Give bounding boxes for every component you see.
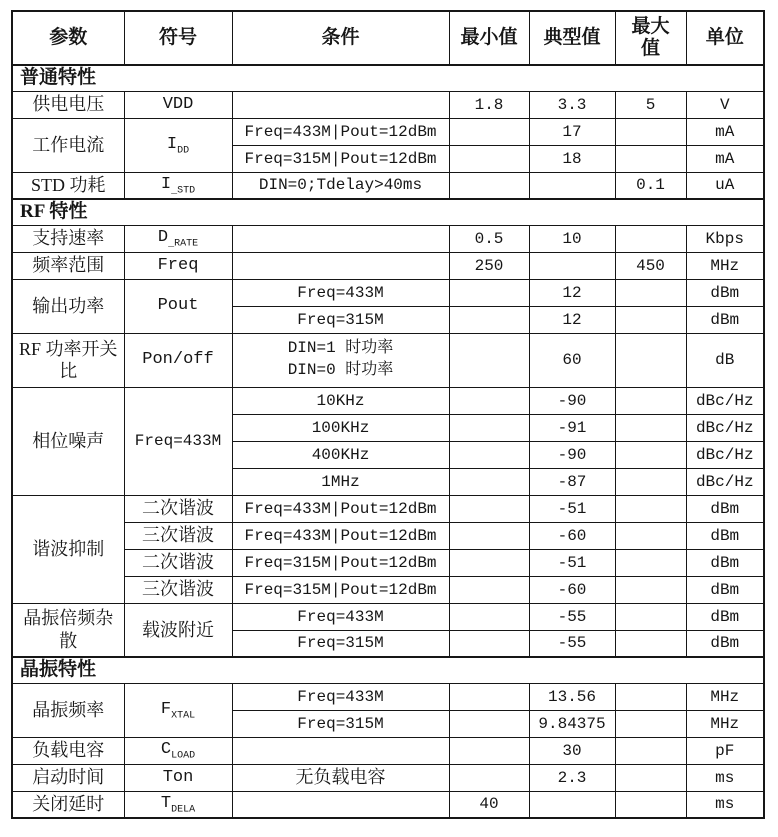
symbol-main: D xyxy=(157,228,169,248)
typ-cell: 18 xyxy=(529,145,615,172)
unit-cell: dB xyxy=(686,333,764,387)
section-header: 晶振特性 xyxy=(12,657,764,683)
min-cell xyxy=(449,710,529,737)
header-row xyxy=(12,11,764,65)
condition-cell: 1MHz xyxy=(232,468,449,495)
condition-cell: Freq=315M xyxy=(232,306,449,333)
unit-cell: dBm xyxy=(686,522,764,549)
max-cell xyxy=(615,387,686,414)
col-header-min: 最小值 xyxy=(449,11,529,65)
min-cell xyxy=(449,172,529,199)
typ-cell: -90 xyxy=(529,387,615,414)
unit-cell: dBm xyxy=(686,279,764,306)
unit-cell: dBm xyxy=(686,549,764,576)
symbol-cell xyxy=(124,737,232,764)
symbol-cell: Pout xyxy=(124,279,232,333)
table-row xyxy=(12,225,764,252)
table-row xyxy=(12,118,764,145)
param-cell: 频率范围 xyxy=(12,252,124,279)
typ-cell xyxy=(529,252,615,279)
symbol-cell: Freq xyxy=(124,252,232,279)
max-cell xyxy=(615,414,686,441)
symbol-cell: Ton xyxy=(124,764,232,791)
unit-cell: mA xyxy=(686,145,764,172)
unit-cell: dBc/Hz xyxy=(686,414,764,441)
typ-cell: -55 xyxy=(529,603,615,630)
max-cell xyxy=(615,576,686,603)
section-row-general xyxy=(12,65,764,91)
unit-cell: dBm xyxy=(686,306,764,333)
min-cell xyxy=(449,737,529,764)
condition-cell: DIN=0;Tdelay>40ms xyxy=(232,172,449,199)
symbol-sub: LOAD xyxy=(171,750,196,762)
max-cell xyxy=(615,710,686,737)
min-cell xyxy=(449,603,529,630)
symbol-sub: DELA xyxy=(171,804,196,816)
min-cell xyxy=(449,549,529,576)
max-cell xyxy=(615,549,686,576)
unit-cell: uA xyxy=(686,172,764,199)
unit-cell: Kbps xyxy=(686,225,764,252)
table-row xyxy=(12,252,764,279)
max-cell xyxy=(615,495,686,522)
param-cell: RF 功率开关比 xyxy=(12,333,124,387)
symbol-main: F xyxy=(160,699,172,719)
condition-cell: Freq=315M|Pout=12dBm xyxy=(232,576,449,603)
max-cell xyxy=(615,764,686,791)
typ-cell: 12 xyxy=(529,306,615,333)
min-cell xyxy=(449,683,529,710)
unit-cell: pF xyxy=(686,737,764,764)
unit-cell: dBc/Hz xyxy=(686,468,764,495)
table-row xyxy=(12,172,764,199)
condition-line: DIN=1 时功率 xyxy=(287,339,394,358)
typ-cell: 60 xyxy=(529,333,615,387)
table-row xyxy=(12,791,764,818)
condition-cell: 400KHz xyxy=(232,441,449,468)
condition-cell xyxy=(232,737,449,764)
table-row xyxy=(12,333,764,387)
max-cell xyxy=(615,683,686,710)
unit-cell: V xyxy=(686,91,764,118)
col-header-unit: 单位 xyxy=(686,11,764,65)
unit-cell: MHz xyxy=(686,252,764,279)
condition-cell xyxy=(232,91,449,118)
param-cell: 支持速率 xyxy=(12,225,124,252)
table-row xyxy=(12,387,764,414)
condition-cell: Freq=433M|Pout=12dBm xyxy=(232,522,449,549)
min-cell xyxy=(449,387,529,414)
max-cell xyxy=(615,333,686,387)
col-header-max-label: 最大值 xyxy=(631,15,670,59)
max-cell: 0.1 xyxy=(615,172,686,199)
max-cell xyxy=(615,630,686,657)
symbol-cell: 二次谐波 xyxy=(124,495,232,522)
symbol-main: I xyxy=(166,134,178,154)
typ-cell: -51 xyxy=(529,549,615,576)
symbol-sub: DD xyxy=(177,145,190,157)
symbol-cell xyxy=(124,683,232,737)
min-cell xyxy=(449,576,529,603)
table-row xyxy=(12,603,764,630)
max-cell xyxy=(615,468,686,495)
symbol-cell: VDD xyxy=(124,91,232,118)
col-header-max xyxy=(615,11,686,65)
typ-cell: 30 xyxy=(529,737,615,764)
typ-cell: 3.3 xyxy=(529,91,615,118)
typ-cell: -55 xyxy=(529,630,615,657)
typ-cell xyxy=(529,172,615,199)
col-header-symbol: 符号 xyxy=(124,11,232,65)
unit-cell: dBm xyxy=(686,603,764,630)
condition-cell: Freq=315M|Pout=12dBm xyxy=(232,549,449,576)
symbol-sub: _STD xyxy=(171,185,196,197)
max-cell xyxy=(615,118,686,145)
col-header-param: 参数 xyxy=(12,11,124,65)
table-row xyxy=(12,576,764,603)
unit-cell: dBm xyxy=(686,630,764,657)
typ-cell xyxy=(529,791,615,818)
min-cell xyxy=(449,333,529,387)
min-cell xyxy=(449,522,529,549)
table-row xyxy=(12,91,764,118)
col-header-typ: 典型值 xyxy=(529,11,615,65)
max-cell: 5 xyxy=(615,91,686,118)
condition-cell: Freq=433M|Pout=12dBm xyxy=(232,495,449,522)
table-row xyxy=(12,737,764,764)
typ-cell: -91 xyxy=(529,414,615,441)
max-cell xyxy=(615,791,686,818)
min-cell xyxy=(449,495,529,522)
param-cell: 晶振频率 xyxy=(12,683,124,737)
symbol-sub: XTAL xyxy=(171,710,196,722)
typ-cell: -60 xyxy=(529,522,615,549)
typ-cell: -51 xyxy=(529,495,615,522)
symbol-cell xyxy=(124,118,232,172)
param-cell: 工作电流 xyxy=(12,118,124,172)
condition-cell: Freq=315M xyxy=(232,710,449,737)
typ-cell: 9.84375 xyxy=(529,710,615,737)
condition-cell xyxy=(232,791,449,818)
param-cell: 关闭延时 xyxy=(12,791,124,818)
param-cell: 晶振倍频杂散 xyxy=(12,603,124,657)
unit-cell: MHz xyxy=(686,683,764,710)
min-cell xyxy=(449,118,529,145)
condition-cell: Freq=433M|Pout=12dBm xyxy=(232,118,449,145)
min-cell xyxy=(449,441,529,468)
min-cell: 250 xyxy=(449,252,529,279)
max-cell xyxy=(615,603,686,630)
max-cell xyxy=(615,306,686,333)
condition-cell: Freq=433M xyxy=(232,603,449,630)
min-cell xyxy=(449,630,529,657)
table-row xyxy=(12,495,764,522)
condition-cell: 10KHz xyxy=(232,387,449,414)
param-cell: 谐波抑制 xyxy=(12,495,124,603)
typ-cell: 12 xyxy=(529,279,615,306)
condition-line: DIN=0 时功率 xyxy=(287,361,394,379)
unit-cell: ms xyxy=(686,764,764,791)
max-cell xyxy=(615,441,686,468)
symbol-main: I xyxy=(160,175,172,195)
max-cell: 450 xyxy=(615,252,686,279)
table-row xyxy=(12,279,764,306)
max-cell xyxy=(615,225,686,252)
spec-table xyxy=(11,10,765,819)
min-cell xyxy=(449,306,529,333)
condition-cell: Freq=315M xyxy=(232,630,449,657)
unit-cell: mA xyxy=(686,118,764,145)
min-cell: 1.8 xyxy=(449,91,529,118)
condition-cell: Freq=433M xyxy=(232,279,449,306)
typ-cell: 13.56 xyxy=(529,683,615,710)
typ-cell: -90 xyxy=(529,441,615,468)
section-row-xtal xyxy=(12,657,764,683)
param-cell: 启动时间 xyxy=(12,764,124,791)
condition-cell xyxy=(232,333,449,387)
min-cell xyxy=(449,764,529,791)
col-header-condition: 条件 xyxy=(232,11,449,65)
max-cell xyxy=(615,145,686,172)
param-cell: 负载电容 xyxy=(12,737,124,764)
condition-cell: Freq=433M xyxy=(232,683,449,710)
condition-cell: Freq=315M|Pout=12dBm xyxy=(232,145,449,172)
unit-cell: dBc/Hz xyxy=(686,441,764,468)
min-cell: 40 xyxy=(449,791,529,818)
symbol-cell xyxy=(124,791,232,818)
symbol-cell: Pon/off xyxy=(124,333,232,387)
min-cell: 0.5 xyxy=(449,225,529,252)
symbol-cell: 二次谐波 xyxy=(124,549,232,576)
min-cell xyxy=(449,279,529,306)
unit-cell: dBm xyxy=(686,576,764,603)
symbol-cell: 三次谐波 xyxy=(124,522,232,549)
typ-cell: -87 xyxy=(529,468,615,495)
min-cell xyxy=(449,414,529,441)
condition-cell: 100KHz xyxy=(232,414,449,441)
symbol-cell: Freq=433M xyxy=(124,387,232,495)
table-row xyxy=(12,522,764,549)
typ-cell: 10 xyxy=(529,225,615,252)
unit-cell: ms xyxy=(686,791,764,818)
symbol-sub: _RATE xyxy=(168,238,199,250)
typ-cell: 17 xyxy=(529,118,615,145)
max-cell xyxy=(615,522,686,549)
symbol-cell xyxy=(124,172,232,199)
condition-cell xyxy=(232,252,449,279)
min-cell xyxy=(449,145,529,172)
condition-cell xyxy=(232,225,449,252)
param-cell: 输出功率 xyxy=(12,279,124,333)
unit-cell: dBm xyxy=(686,495,764,522)
table-row xyxy=(12,549,764,576)
symbol-main: T xyxy=(160,794,172,814)
symbol-cell xyxy=(124,225,232,252)
condition-cell: 无负载电容 xyxy=(232,764,449,791)
min-cell xyxy=(449,468,529,495)
section-row-rf xyxy=(12,199,764,225)
symbol-cell: 三次谐波 xyxy=(124,576,232,603)
max-cell xyxy=(615,737,686,764)
section-header: RF 特性 xyxy=(12,199,764,225)
section-header: 普通特性 xyxy=(12,65,764,91)
table-row xyxy=(12,764,764,791)
param-cell: 供电电压 xyxy=(12,91,124,118)
symbol-main: C xyxy=(160,740,172,760)
param-cell: 相位噪声 xyxy=(12,387,124,495)
typ-cell: -60 xyxy=(529,576,615,603)
max-cell xyxy=(615,279,686,306)
typ-cell: 2.3 xyxy=(529,764,615,791)
param-cell: STD 功耗 xyxy=(12,172,124,199)
table-row xyxy=(12,683,764,710)
unit-cell: MHz xyxy=(686,710,764,737)
symbol-cell: 载波附近 xyxy=(124,603,232,657)
unit-cell: dBc/Hz xyxy=(686,387,764,414)
